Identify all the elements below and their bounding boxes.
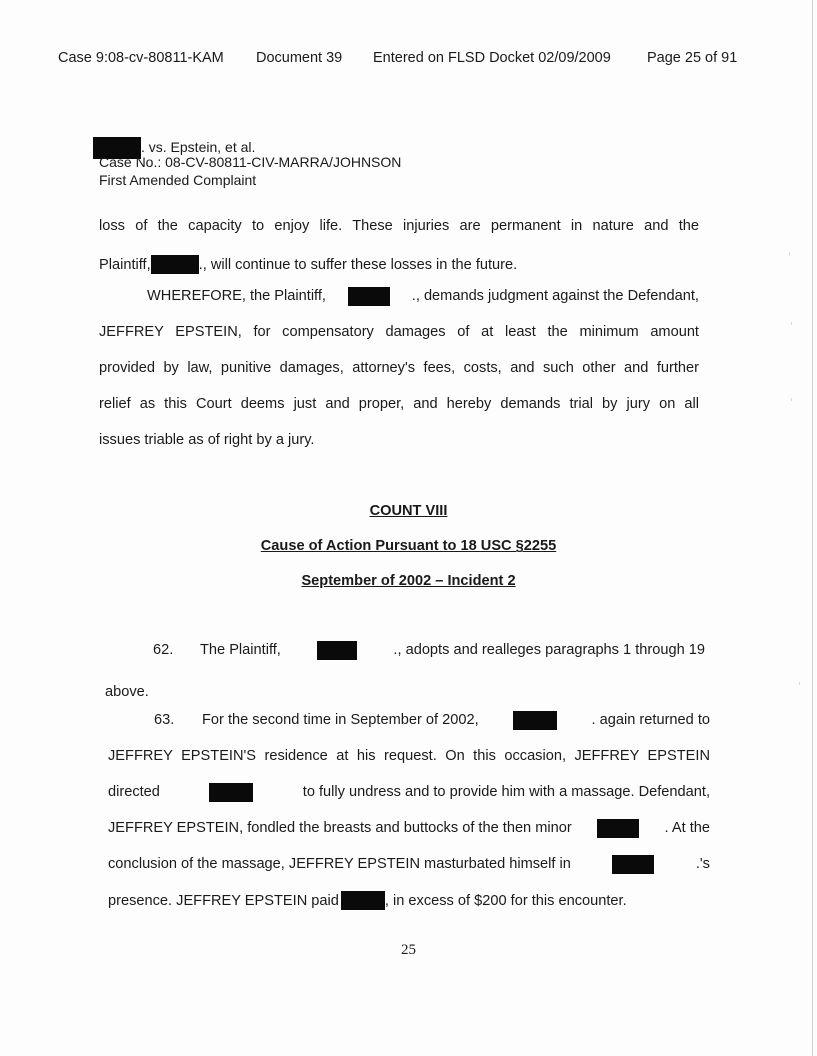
caption-parties: . vs. Epstein, et al. <box>141 139 256 155</box>
header-document-number: Document 39 <box>256 50 343 66</box>
text-line <box>147 287 699 306</box>
redaction-block <box>348 287 390 306</box>
text-span: ., will continue to suffer these losses in the future. <box>198 257 518 273</box>
caption-doc-title: First Amended Complaint <box>99 172 257 188</box>
text-span: ., demands judgment against the Defendant, <box>411 288 699 304</box>
count-subtitle: Cause of Action Pursuant to 18 USC §2255 <box>260 538 557 554</box>
scan-speck <box>789 252 790 255</box>
text-line <box>108 891 627 910</box>
redaction-block <box>612 855 654 874</box>
header-case-number: Case 9:08-cv-80811-KAM <box>58 50 224 66</box>
redaction-block <box>151 255 199 274</box>
text-span: For the second time in September of 2002, <box>202 712 479 728</box>
text-span: The Plaintiff, <box>200 642 281 658</box>
paragraph-number: 63. <box>154 712 175 728</box>
text-span <box>200 641 705 660</box>
text-span: , in excess of $200 for this encounter. <box>384 893 627 909</box>
text-line: above. <box>105 684 149 700</box>
text-span: . At the <box>664 820 710 836</box>
count-title: COUNT VIII <box>369 503 448 519</box>
page-edge <box>812 0 813 1056</box>
text-line <box>108 783 710 802</box>
text-line: JEFFREY EPSTEIN, for compensatory damages of at least the minimum amount <box>99 324 699 340</box>
redaction-block <box>513 711 557 730</box>
text-span: WHEREFORE, the Plaintiff, <box>147 288 326 304</box>
redaction-block <box>341 891 385 910</box>
text-span: conclusion of the massage, JEFFREY EPSTEIN masturbated himself in <box>108 856 571 872</box>
text-line: JEFFREY EPSTEIN'S residence at his request. On this occasion, JEFFREY EPSTEIN <box>108 748 710 764</box>
text-span: Plaintiff, <box>99 257 151 273</box>
text-span: ., adopts and realleges paragraphs 1 through 19 <box>393 642 705 658</box>
count-incident: September of 2002 – Incident 2 <box>301 573 516 589</box>
text-span: .'s <box>695 856 710 872</box>
redaction-block <box>317 641 357 660</box>
text-line <box>108 855 710 874</box>
text-span: JEFFREY EPSTEIN, fondled the breasts and buttocks of the then minor <box>108 820 572 836</box>
text-line: loss of the capacity to enjoy life. These injuries are permanent in nature and the <box>99 218 699 234</box>
header-docket-entry: Entered on FLSD Docket 02/09/2009 <box>373 50 611 66</box>
text-line <box>154 711 710 730</box>
text-span: directed <box>108 784 160 800</box>
text-line: provided by law, punitive damages, attorney's fees, costs, and such other and further <box>99 360 699 376</box>
caption-case-no: Case No.: 08-CV-80811-CIV-MARRA/JOHNSON <box>99 154 402 170</box>
page-number: 25 <box>401 942 416 958</box>
text-span: presence. JEFFREY EPSTEIN paid <box>108 893 339 909</box>
text-line <box>153 641 705 660</box>
text-line <box>99 255 517 274</box>
redaction-block <box>209 783 253 802</box>
text-span: to fully undress and to provide him with a massage. Defendant, <box>302 784 710 800</box>
paragraph-number: 62. <box>153 642 174 658</box>
redaction-block <box>597 819 639 838</box>
header-page-count: Page 25 of 91 <box>647 50 738 66</box>
text-span: . again returned to <box>591 712 710 728</box>
scan-speck <box>791 322 792 325</box>
text-span <box>202 711 710 730</box>
scan-speck <box>799 682 800 685</box>
text-line: relief as this Court deems just and proper, and hereby demands trial by jury on all <box>99 396 699 412</box>
text-line <box>108 819 710 838</box>
scan-speck <box>791 398 792 401</box>
text-line: issues triable as of right by a jury. <box>99 432 315 448</box>
